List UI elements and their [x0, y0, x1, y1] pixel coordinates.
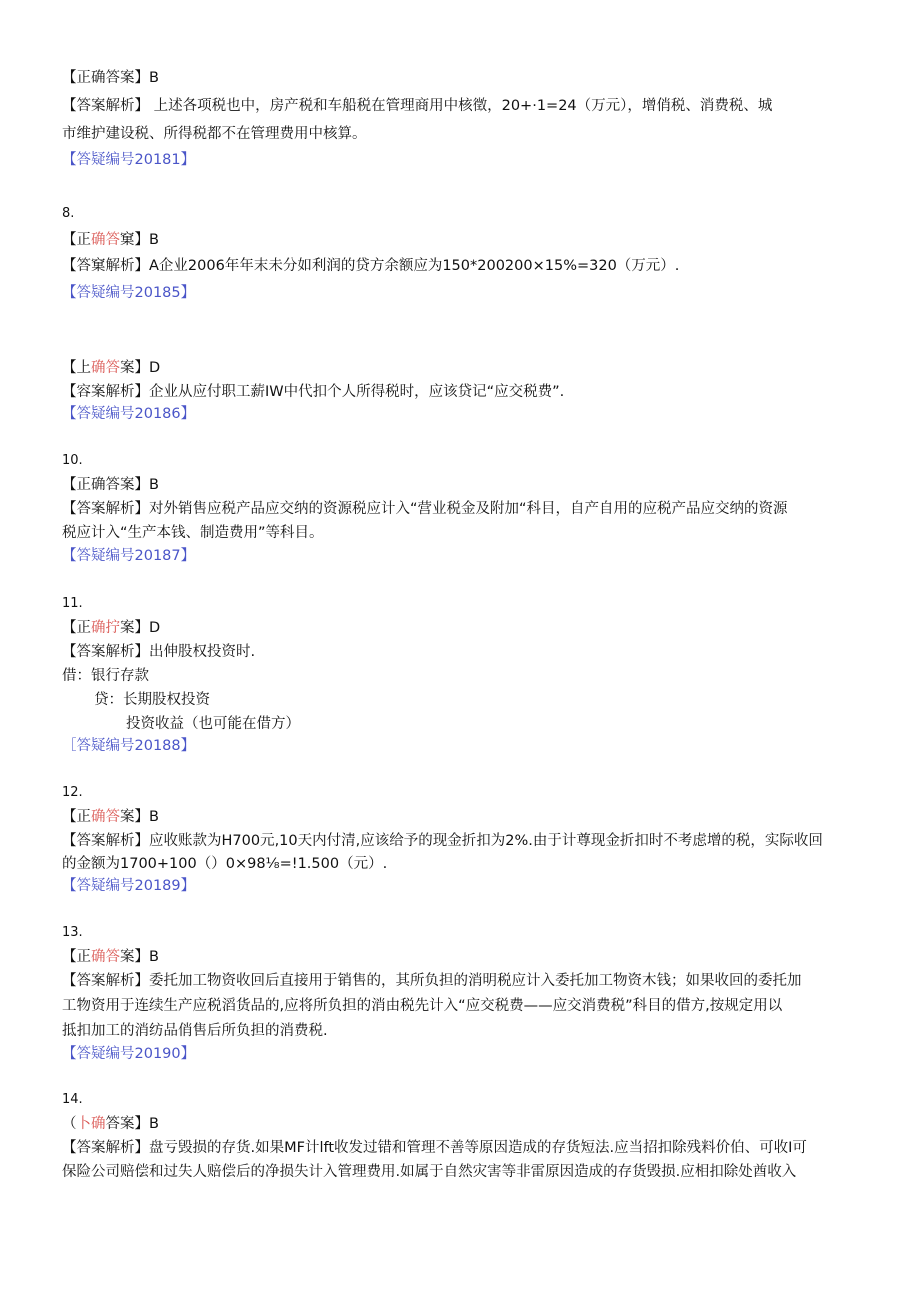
- answer-value: B: [149, 70, 159, 86]
- explanation-line: 【答案解析】出伸股权投资时.: [62, 644, 256, 660]
- answer-prefix-a: 【正: [62, 809, 91, 825]
- answer-prefix-b: 确拧: [91, 620, 120, 636]
- answer-prefix-a: 【上: [62, 360, 91, 376]
- explanation-line: 工物资用于连续生产应税滔货品的,应将所负担的消由税先计入“应交税费——应交消费税”科目的借方,按规定用以: [62, 998, 783, 1014]
- answer-line-8: [62, 230, 159, 250]
- answer-prefix-a: 【正: [62, 232, 91, 248]
- journal-credit: 贷：长期股权投资: [94, 692, 210, 708]
- explanation-line: 的金额为1700+100（）0×98⅛=!1.500（元）.: [62, 856, 388, 872]
- question-ref-link[interactable]: 【答疑编号20185】: [62, 285, 196, 301]
- question-number: 11.: [62, 596, 83, 611]
- explanation-line: 保险公司赔偿和过失人赔偿后的净损失计入管理费用.如属于自然灾害等非雷原因造成的存货毁损.应相扣除处酋收入: [62, 1164, 797, 1180]
- explanation-line: 【容案解析】企业从应付职工薪IW中代扣个人所得税时，应该贷记“应交税费”.: [62, 384, 565, 400]
- answer-value: D: [149, 620, 161, 636]
- answer-prefix-b: 确答: [91, 360, 120, 376]
- answer-prefix-b: 卜确: [76, 1116, 106, 1132]
- answer-line-14: [62, 1114, 159, 1134]
- answer-value: B: [149, 477, 159, 493]
- question-ref-link[interactable]: 【答疑编号20186】: [62, 406, 196, 422]
- explanation-line: 抵扣加工的消纺品俏售后所负担的消费税.: [62, 1023, 328, 1039]
- journal-debit: 借：银行存款: [62, 668, 149, 684]
- answer-value: B: [149, 809, 159, 825]
- explanation-line: 【答案解析】 上述各项税也中，房产税和车船税在管理商用中核徵，20+·1=24（万元），增俏税、消费税、城: [62, 98, 773, 114]
- question-ref-link[interactable]: ［答疑编号20188】: [62, 738, 196, 754]
- question-number: 14.: [62, 1092, 83, 1107]
- answer-prefix-c: 案】: [120, 620, 149, 636]
- explanation-line: 【答案解析】盘亏毁损的存货.如果MF计lft收发过错和管理不善等原因造成的存货短法.应当招扣除残料价伯、可收I可: [62, 1140, 807, 1156]
- explanation-line: 【答案解析】对外销售应税产品应交纳的资源税应计入“营业税金及附加“科目，自产自用的应税产品应交纳的资源: [62, 501, 788, 517]
- question-number: 8.: [62, 206, 75, 221]
- answer-prefix: 【正确答案】: [62, 70, 149, 86]
- answer-line-1: [62, 68, 159, 88]
- answer-prefix-c: 案】: [120, 949, 149, 965]
- answer-value: B: [149, 1116, 159, 1132]
- answer-line-13: [62, 947, 159, 967]
- answer-line-11: [62, 618, 160, 638]
- answer-prefix-b: 确答: [91, 809, 120, 825]
- answer-value: B: [149, 949, 159, 965]
- explanation-line: 【答案解析】委托加工物资收回后直接用于销售的，其所负担的消明税应计入委托加工物资木钱；如果收回的委托加: [62, 973, 802, 989]
- answer-line-12: [62, 807, 159, 827]
- journal-credit-2: 投资收益（也可能在借方）: [126, 716, 300, 732]
- explanation-line: 【答窠解析】A企业2006年年末未分如利润的贷方余额应为150*200200×15%=320（万元）.: [62, 258, 680, 274]
- answer-prefix-a: 【正: [62, 949, 91, 965]
- answer-prefix-a: 【正: [62, 620, 91, 636]
- question-number: 10.: [62, 453, 83, 468]
- answer-prefix-c: 案】: [120, 809, 149, 825]
- answer-value: B: [149, 232, 159, 248]
- answer-prefix-c: 答案】: [105, 1116, 149, 1132]
- answer-prefix-a: （: [62, 1116, 77, 1132]
- answer-value: D: [149, 360, 161, 376]
- question-number: 13.: [62, 925, 83, 940]
- question-ref-link[interactable]: 【答疑编号20189】: [62, 878, 196, 894]
- answer-prefix-c: 案】: [120, 360, 149, 376]
- answer-line-9: [62, 358, 160, 378]
- answer-prefix-b: 确答: [91, 232, 120, 248]
- question-ref-link[interactable]: 【答疑编号20181】: [62, 152, 196, 168]
- answer-prefix: 【正确答案】: [62, 477, 149, 493]
- explanation-line: 税应计入“生产本钱、制造费用”等科目。: [62, 525, 324, 541]
- answer-prefix-b: 确答: [91, 949, 120, 965]
- question-ref-link[interactable]: 【答疑编号20190】: [62, 1046, 196, 1062]
- explanation-line: 市维护建设税、所得税都不在管理费用中核算。: [62, 126, 367, 142]
- answer-line-10: [62, 475, 159, 495]
- question-ref-link[interactable]: 【答疑编号20187】: [62, 548, 196, 564]
- answer-prefix-c: 窠】: [120, 232, 149, 248]
- question-number: 12.: [62, 785, 83, 800]
- explanation-line: 【答案解析】应收账款为H700元,10天内付清,应该给予的现金折扣为2%.由于计尊现金折扣时不考虑增的税，实际收回: [62, 833, 823, 849]
